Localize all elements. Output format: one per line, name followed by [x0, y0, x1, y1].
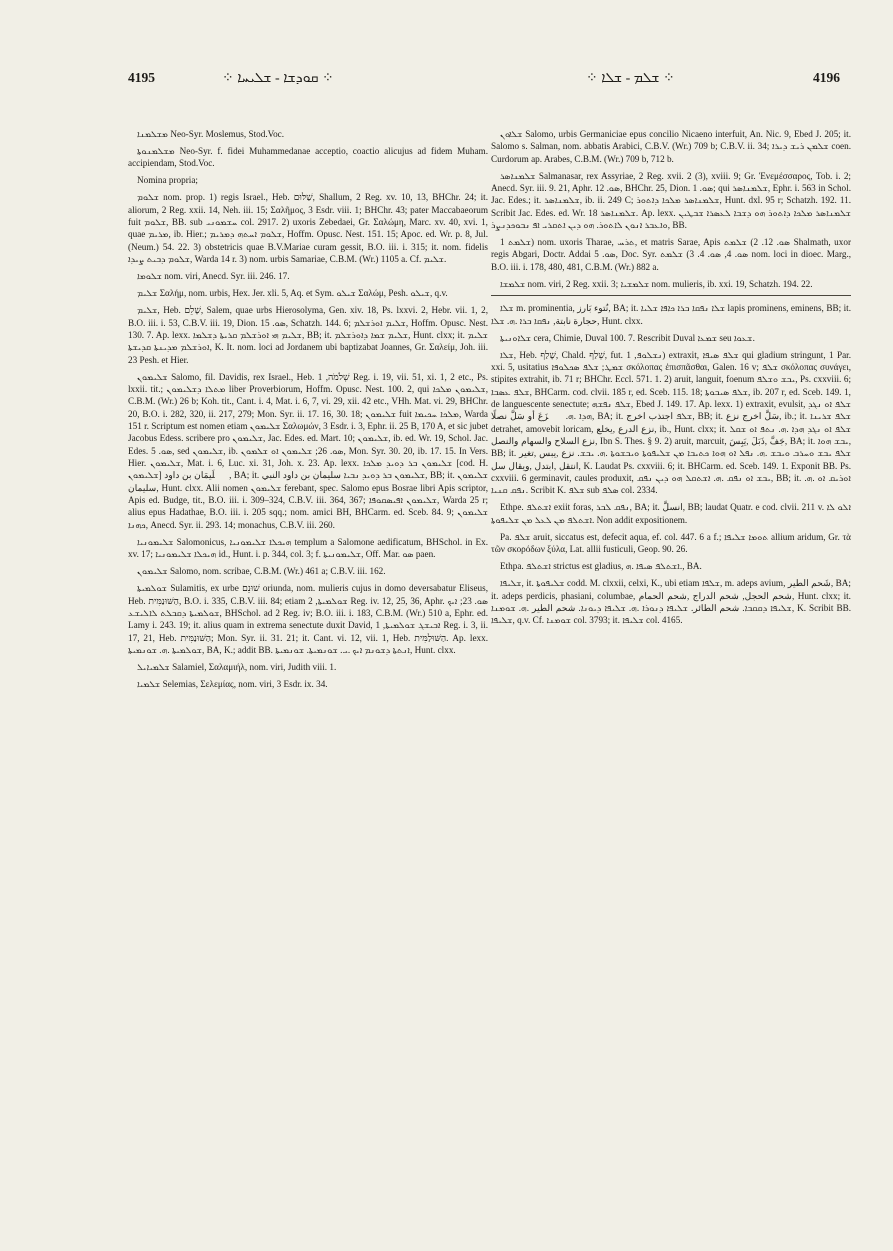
dictionary-entry: ܫܠܡܫܐ nom. viri, 2 Reg. xxii. 3; ܫܠܡܫܝܐ nom. mulieris, ib. xxi. 19, Schatzh. 194. 22.: [500, 278, 813, 289]
dictionary-entry: Nomina propria;: [137, 175, 198, 186]
right-column: [491, 128, 851, 631]
dictionary-entry: ܫܠܘܡ nom. prop. 1) regis Israel., Heb. שַׁלּוּם, Shallum, 2 Reg. xv. 10, 13, BHChr. 24; it. aliorum, 2 Reg. xxii. 14, Neh. iii. 15; Σαλῆμος, 3 Esdr. viii. 1; BHChr. 43; pater Maccabaeorum fuit ܫܠܘܡ, BB. sub ܚܫܡܘܢܝ col. 2917. 2) uxoris Zebedaei, Gr. Σαλώμη, Marc. xv. 40, xvi. 1, quae ܡܪܝܡ, ib. Hier.; ܫܠܘܡ ܐܚܬܗ ܕܡܪܝܡ, Hoffm. Opusc. Nest. 151. 15; Apoc. ed. Wr. p. 8, Jul. (Neum.) 54. 22. 3) obstetricis quae B.V.Mariae curam gessit, B.O. iii. i. 315; it. nom. fidelis ܫܠܘܡ ܕܒܝܬ ܨܝܕܐ, Warda 14 r. 3) nom. urbis Samariae, C.B.M. (Wr.) 1105 a. Cf. ܫܠܝܡ.: [128, 192, 489, 265]
dictionary-entry: ܫܠܐܘܢܝܬܐ cera, Chimie, Duval 100. 7. Rescribit Duval ܫܡܥܐ seu ܫܥܘܐ.: [500, 332, 755, 343]
dictionary-entry: ܫܠܐܘܢ Salomo, urbis Germaniciae epus concilio Nicaeno interfuit, An. Nic. 9, Ebed J. 205; it. Salomo s. Salman, nom. abbatis Arabici, C.B.V. (Wr.) 709 b; C.B.V. ii. 34; ܫܠܡܢ ܪܝܫ ܕܝܪܐ coen. Curdorum ap. Arabes, C.B.M. (Wr.) 709 b, 712 b.: [491, 129, 852, 164]
dictionary-entry: ܡܫܠܡܢܘܬܐ Neo-Syr. f. fidei Muhammedanae acceptio, coactio alicujus ad fidem Muham. accipiendam, Stod.Voc.: [128, 146, 488, 169]
dictionary-entry: ܡܫܠܡܢܐ Neo-Syr. Moslemus, Stod.Voc.: [137, 129, 285, 139]
dictionary-entry: ܫܠܘܡܐ nom. viri, Anecd. Syr. iii. 246. 17.: [137, 271, 290, 282]
dictionary-entry: ܫܘܠܡܝܬܐ Sulamitis, ex urbe שׁוּנֵם oriunda, nom. mulieris cujus in domo deversabatur Eliseus, Heb. הַשּׁוּנַמִּית, B.O. i. 335, C.B.V. iii. 84; etiam ܫܘܠܡܝܬܐ, 2 Reg. iv. 12, 25, 36, Aphr. ܣܘ. 23; ܐܝܟ ܫܘܠܡܝܬܐ ܕܩܒܠܬ ܠܐܠܝܫܥ, BHSchol. ad 2 Reg. iv; B.O. iii. i. 183, C.B.M. (Wr.) 510 a, Ephr. ed. Lamy i. 243. 19; it. alius quam in extrema senectute duxit David, ܐܒܝܫܓ ܫܘܠܡܝܬܐ, 1 Reg. i. 3, ii. 17, 21, Heb. הַשּׁוּנַמִּית; Mon. Syr. ii. 31. 21; it. Cant. vi. 12, vii. 1, Heb. הַשּׁוּלַמִּית. Ap. lexx. ܫܘܠܡܝܬܐ .ܗ. ܫܘܢܡܝܬܐ, BA, K.; addit BB. ܐܢܬܬܐ ܕܫܘܢܡ ܐܝܟ .ܝ. ܫܘܢܡܝܬܐ. ܫܘܢܡܝܬܐ, Hunt. clxx.: [128, 583, 489, 655]
dictionary-entry: ܫܠܝܡ Σαλήμ, nom. urbis, Hex. Jer. xli. 5, Aq. et Sym. ܫܝܠܘ Σαλώμ, Pesh. ܫܝܠܘ, q.v.: [137, 288, 448, 299]
right-running-head: ⁘ ܫܠܡ - ܫܠܐ ⁘: [586, 71, 675, 86]
left-page-number: 4195: [128, 70, 155, 85]
dictionary-entry: ܫܠܡܬ 1) nom. uxoris Tharae, ܬܪܚ, et matris Sarae, Apis ܣܘ. 12. 2) ܫܠܡܬ Shalmath, uxor regis Abgari, Doctr. Addai ܣܘ. 5, Doc. Syr. ܣܘ. 4, ܣܘ. 4. 3) ܫܠܡܬ nom. loci in dioec. Marg., B.O. iii. i. 178, 480, 481, C.B.M. (Wr.) 882 a.: [491, 237, 852, 272]
left-running-head: ⁘ ܩܘܕܫܐ - ܫܠܝܚܐ ⁘: [222, 71, 334, 86]
section-rule: [491, 295, 851, 296]
dictionary-entry: Ethpa. ܐܫܬܠܦ strictus est gladius, ܐܫܬܠܦ ܣܝܦܐ .ܗ., BA.: [500, 561, 702, 572]
left-column: [128, 128, 488, 695]
dictionary-entry: ܫܠܡܝܐܝܠ Salamiel, Σαλαμιήλ, nom. viri, Judith viii. 1.: [137, 661, 337, 672]
dictionary-entry: ܫܠܡܢܐܣܪ Salmanasar, rex Assyriae, 2 Reg. xvii. 2 (3), xviii. 9; Gr. Ἐνεμέσσαρος, Tob. i. 2; Anecd. Syr. iii. 9. 21, Aphr. ܣܘ. 12, BHChr. 25, Dion. ܣܘ. 1; qui ܫܠܡܢܐܣܪ, Ephr. i. 563 in Schol. Jac. Edes.; it. ܫܠܡܢܐܣܪ, ib. ii. 249 C; ܫܠܡܢܐܣܪ ܡܠܟܐ ܕܐܬܘܪ, Hunt. dxl. 95 r; Schatzh. 192. 11. Scribit Jac. Edes. ed. Wr. 18 ܫܠܡܢܐܣܪ. Ap. lexx. ܫܠܡܢܐܣܪ ܡܠܟܐ ܕܐܬܘܪ ܗܘ ܕܫܒܐ ܠܥܣܪܐ ܫܒܛܝܢ ܘܐܥܒܪ ܐܢܘܢ ܠܐܬܘܪ. ܗܘ ܕܝܢ ܐܬܩܪܝ ܐܦ ܢܒܘܟܕܢܨܪ, BB.: [491, 170, 851, 231]
dictionary-entry: ܫܠܡܝܐ Selemias, Σελεμίας, nom. viri, 3 Esdr. ix. 34.: [137, 679, 328, 689]
dictionary-entry: ܫܠܝܡܘܢ Salomo, nom. scribae, C.B.M. (Wr.) 461 a; C.B.V. iii. 162.: [137, 566, 386, 577]
dictionary-entry: ܫܠܐ m. prominentia, نُتوء بَارز, BA; it. ܫܠܐ ܢܦܩܐ ܒܪܐ ܟܐܦܐ ܫܠܝܐ lapis prominens, eminens, BB; it. حجارة نابتة, ܢܦܩܐ ܒܪܐ .ܗ. ܫܠܐ, Hunt. clxx.: [491, 303, 851, 326]
dictionary-entry: ܫܠܝܡܘܢ Salomo, fil. Davidis, rex Israel., Heb. שְׁלֹמֹה, 1 Reg. i. 19, vii. 51, xi. 1, 2 etc., Ps. lxxii. tit.; ܡܬܠܐ ܕܫܠܝܡܘܢ liber Proverbiorum, Hoffm. Opusc. Nest. 100. 2, qui ܫܠܝܡܘܢ ܡܠܟܐ, C.B.M. (Wr.) 26 b; Koh. tit., Cant. i. 4, Mat. i. 6, 7, vi. 29, xii. 42 etc., VHh. Mat. vi. 29, BHChr. 20, B.O. i. 282, 320, ii. 217, 279; Mon. Syr. ii. 17. 16, 30. 18; ܫܠܝܡܘܢ fuit ܡܠܟܐ ܚܟܝܡܐ, Warda 151 r. Scriptum est nomen etiam ܫܠܝܡܘܢ Σαλωμών, 3 Esdr. i. 3, Ephr. ii. 25 B, 170 A, et sic jubet Jacobus Edess. scribere pro ܫܠܝܡܘܢ, Jac. Edes. ed. Mart. 10; ܫܠܝܡܘܢ, ib. ed. Wr. 19, Schol. Jac. Edes. ܣܘ. 5, sed ܫܠܝܡܘܢ, ib. ܣܘ. 26; ܫܠܝܡܘܢ ܐܘ ܫܠܡܘܢ, Mon. Syr. 30. 20, ib. 17. 15. In Vers. Hier. ܫܠܝܡܘܢ, Mat. i. 6, Luc. xi. 31, Joh. x. 23. Ap. lexx. ܫܠܝܡܘܢ ܒܪ ܕܘܝܕ ܡܠܟܐ [cod. H. ܫܠܝܡܘܢ] ܣُلَيمَان بن داود, BA; it. ܫܠܝܡܘܢ ܒܪ ܕܘܝܕ ܢܒܝܐ سليمان بن داود النبي, BB; it. ܫܠܝܡܘܢ سليمان, Hunt. clxx. Alii nomen ܫܠܝܡܘܢ ferebant, spec. Salomo epus Bosrae libri Apis scriptor, Apis ed. Budge, tit., B.O. iii. i. 309–324, C.B.V. iii. 364, 367; ܫܠܝܡܘܢ ܐܦܝܣܩܘܦܐ, Warda 25 r; alius epus Hadathae, B.O. iii. i. 205 sqq.; nom. amici BH, BHCarm. ed. Sceb. 84. 9; ܫܠܝܡܘܢ ܟܗܢܐ, Anecd. Syr. ii. 293. 14; monachus, C.B.V. iii. 260.: [128, 371, 489, 530]
dictionary-entry: ܫܠܝܡ, Heb. שָׁלֵם, Salem, quae urbs Hierosolyma, Gen. xiv. 18, Ps. lxxvi. 2, Hebr. vii. 1, 2, B.O. iii. i. 53, C.B.V. iii. 19, Dion. ܣܘ. 15, Schatzh. 144. 6; ܫܠܝܡ ܐܘܪܫܠܡ, Hoffm. Opusc. Nest. 130. 7. Ap. lexx. ܫܠܝܡ ܗܝ ܐܘܪܫܠܡ ܩܪܝܬܐ ܕܫܠܡܐ, BB; it. ܫܠܝܡ ܫܡܐ ܕܐܘܪܫܠܡ, Hunt. clxx; it. ܫܠܝܡ ܐܘܪܫܠܡ ܡܕܝܢܬܐ ܩܕܝܫܬܐ, K. It. nom. loci ad Jordanem ubi baptizabat Joannes, Gr. Σαλείμ, Joh. iii. 23 Pesh. et Hier.: [128, 305, 489, 365]
right-page-number: 4196: [813, 70, 840, 85]
dictionary-entry: ܫܠܝܡܘܢܝܐ Salomonicus, ܗܝܟܠܐ ܫܠܝܡܘܢܝܐ templum a Salomone aedificatum, BHSchol. in Ex. xv. 17; ܗܝܟܠܐ ܫܠܝܡܘܢܝܐ id., Hunt. i. p. 344, col. 3; f. ܫܠܝܡܘܢܝܬܐ, Off. Mar. ܣܘ paen.: [128, 536, 489, 560]
dictionary-entry: Ethpe. ܐܫܬܠܦ exiit foras, ܢܦܩ ܠܒܪ, BA; it. انسلَّ, BB; laudat Quatr. e cod. clvii. 211 v. ܐܠܘ ܠܐ ܐܫܬܠܦ ܡܢ ܠܥܠ ܡܢ ܫܠܝܦܘܬܐ. Non addit expositionem.: [491, 502, 852, 525]
dictionary-entry: Pa. ܫܠܦ aruit, siccatus est, defecit aqua, ef. col. 447. 6 a f.; ܬܘܡܐ ܫܠܝܦܐ allium aridum, Gr. τὰ τῶν σκορόδων ξύλα, Lat. allii fusticuli, Geop. 90. 26.: [491, 531, 851, 555]
dictionary-entry: ܫܠܝܦܐ, it. ܫܠܝܦܘܬܐ codd. M. clxxii, celxi, K., ubi etiam ܫܠܦܐ, m. adeps avium, شَحم الطير, BA; it. adeps perdicis, phasiani, columbae, شحم الحجل, شحم الدراج ,شحم الحمام, Hunt. clxx; it. ܫܠܝܦܐ ܕܩܩܒܐ. شحم الطائر. ܫܠܝܦܐ ܕܢܘܪܐ .ܗ. ܫܠܝܦܐ ܕܝܘܢܐ. شحم الطير .ܗ. ܫܘܡܢܐ, K. Scribit BB. ܫܠܝܦܐ, q.v. Cf. ܫܘܡܢܐ col. 3793; it. ܫܠܝܦܐ col. 4165.: [491, 578, 852, 626]
dictionary-entry: ܫܠܐ, Heb. שָׁלַף, Chald. שְׁלַף, fut. ܢܫܠܘܦ, 1) extraxit, ܫܠܦ ܣܝܦܐ qui gladium stringunt, 1 Par. xxi. 5, usitatius ܫܡܛ; ܫܠܦ ܣܟܠܘܦܐ σκόλοπας ἐπισπᾶσθαι, Galen. 16 v; ܫܠܦ σκόλοπας συνάγει, stipites extrahit, ib. 71 r; BHChr. Eccl. 571. 1. 2) aruit, languit, foenum ܝܒܫ ܘܫܠܦ, Ps. cxxviii. 6; ܫܠܦ ܥܣܒܐ, BHCarm. cod. clvii. 185 r, ed. Sceb. 115. 18; ܫܠܦ ܣܝܒܘܬܐ, ib. 207 r, ed. Sceb. 149. 1, de languescente senectute; ܫܠܦ ܢܦܫܗ, Ebed J. 149. 17. Ap. lexx. 1) extraxit, evulsit, ܫܠܦ ܐܘ ܢܓܕ ܗܕܐ .ܗ. ܢَزَعَ أو سَلَّ نصلًا, BA; it. ܫܠܦ اجتذب اخرج, BB; it. سَلَّ اخرج نزع, ib.; it. ܫܠܦ ܫܪܝܢܐ detrahet, amovebit loricam, نزع الدرع ,يخلع, ib., Hunt. clxx; it. ܫܠܦ ܐܘ ܢܓܕ ܗܕܐ .ܗ. ܢܬܦ ܐܘ ܫܩܠ نزع السلاح والسهام والنصل, Ibn S. Thes. § 9. 2) aruit, marcuit, جَفَّ ,ذَبَلَ ,يَبِسَ, BA; it. ܝܒܫ ܗܘܐ, BB; it. ܫܠܦ ܝܒܫ ܘܚܪܒ ܘܝܒܫ .ܗ. ܢܦܠ ܐܘ ܗܘܐ ܟܬܝܒܐ ܡܢ ܫܠܝܦܘܬܐ ܘܝܒܫܘܬܐ .ܗ. ܝܒܫ. نزع ,يبس ,تغير انتقل ,ابتدل ,ويقال سل, K. Laudat Ps. cxxviii. 6; it. BHCarm. ed. Sceb. 149. 1. Exponit BB. Ps. cxxviii. 6 germinavit, caules produxit, ܝܒܫ ܐܘ ܢܦܩ .ܗ. ܐܫܬܩܠ ܗܘ ܕܝܢ ܢܦܩ, BB; it. ܐܘܪܝܩ ܐܘ .ܗ. ܢܦܩ ܩܢܝܐ. Scribit K. ܫܠܦ sub ܣܠܦ col. 2334.: [491, 349, 852, 496]
